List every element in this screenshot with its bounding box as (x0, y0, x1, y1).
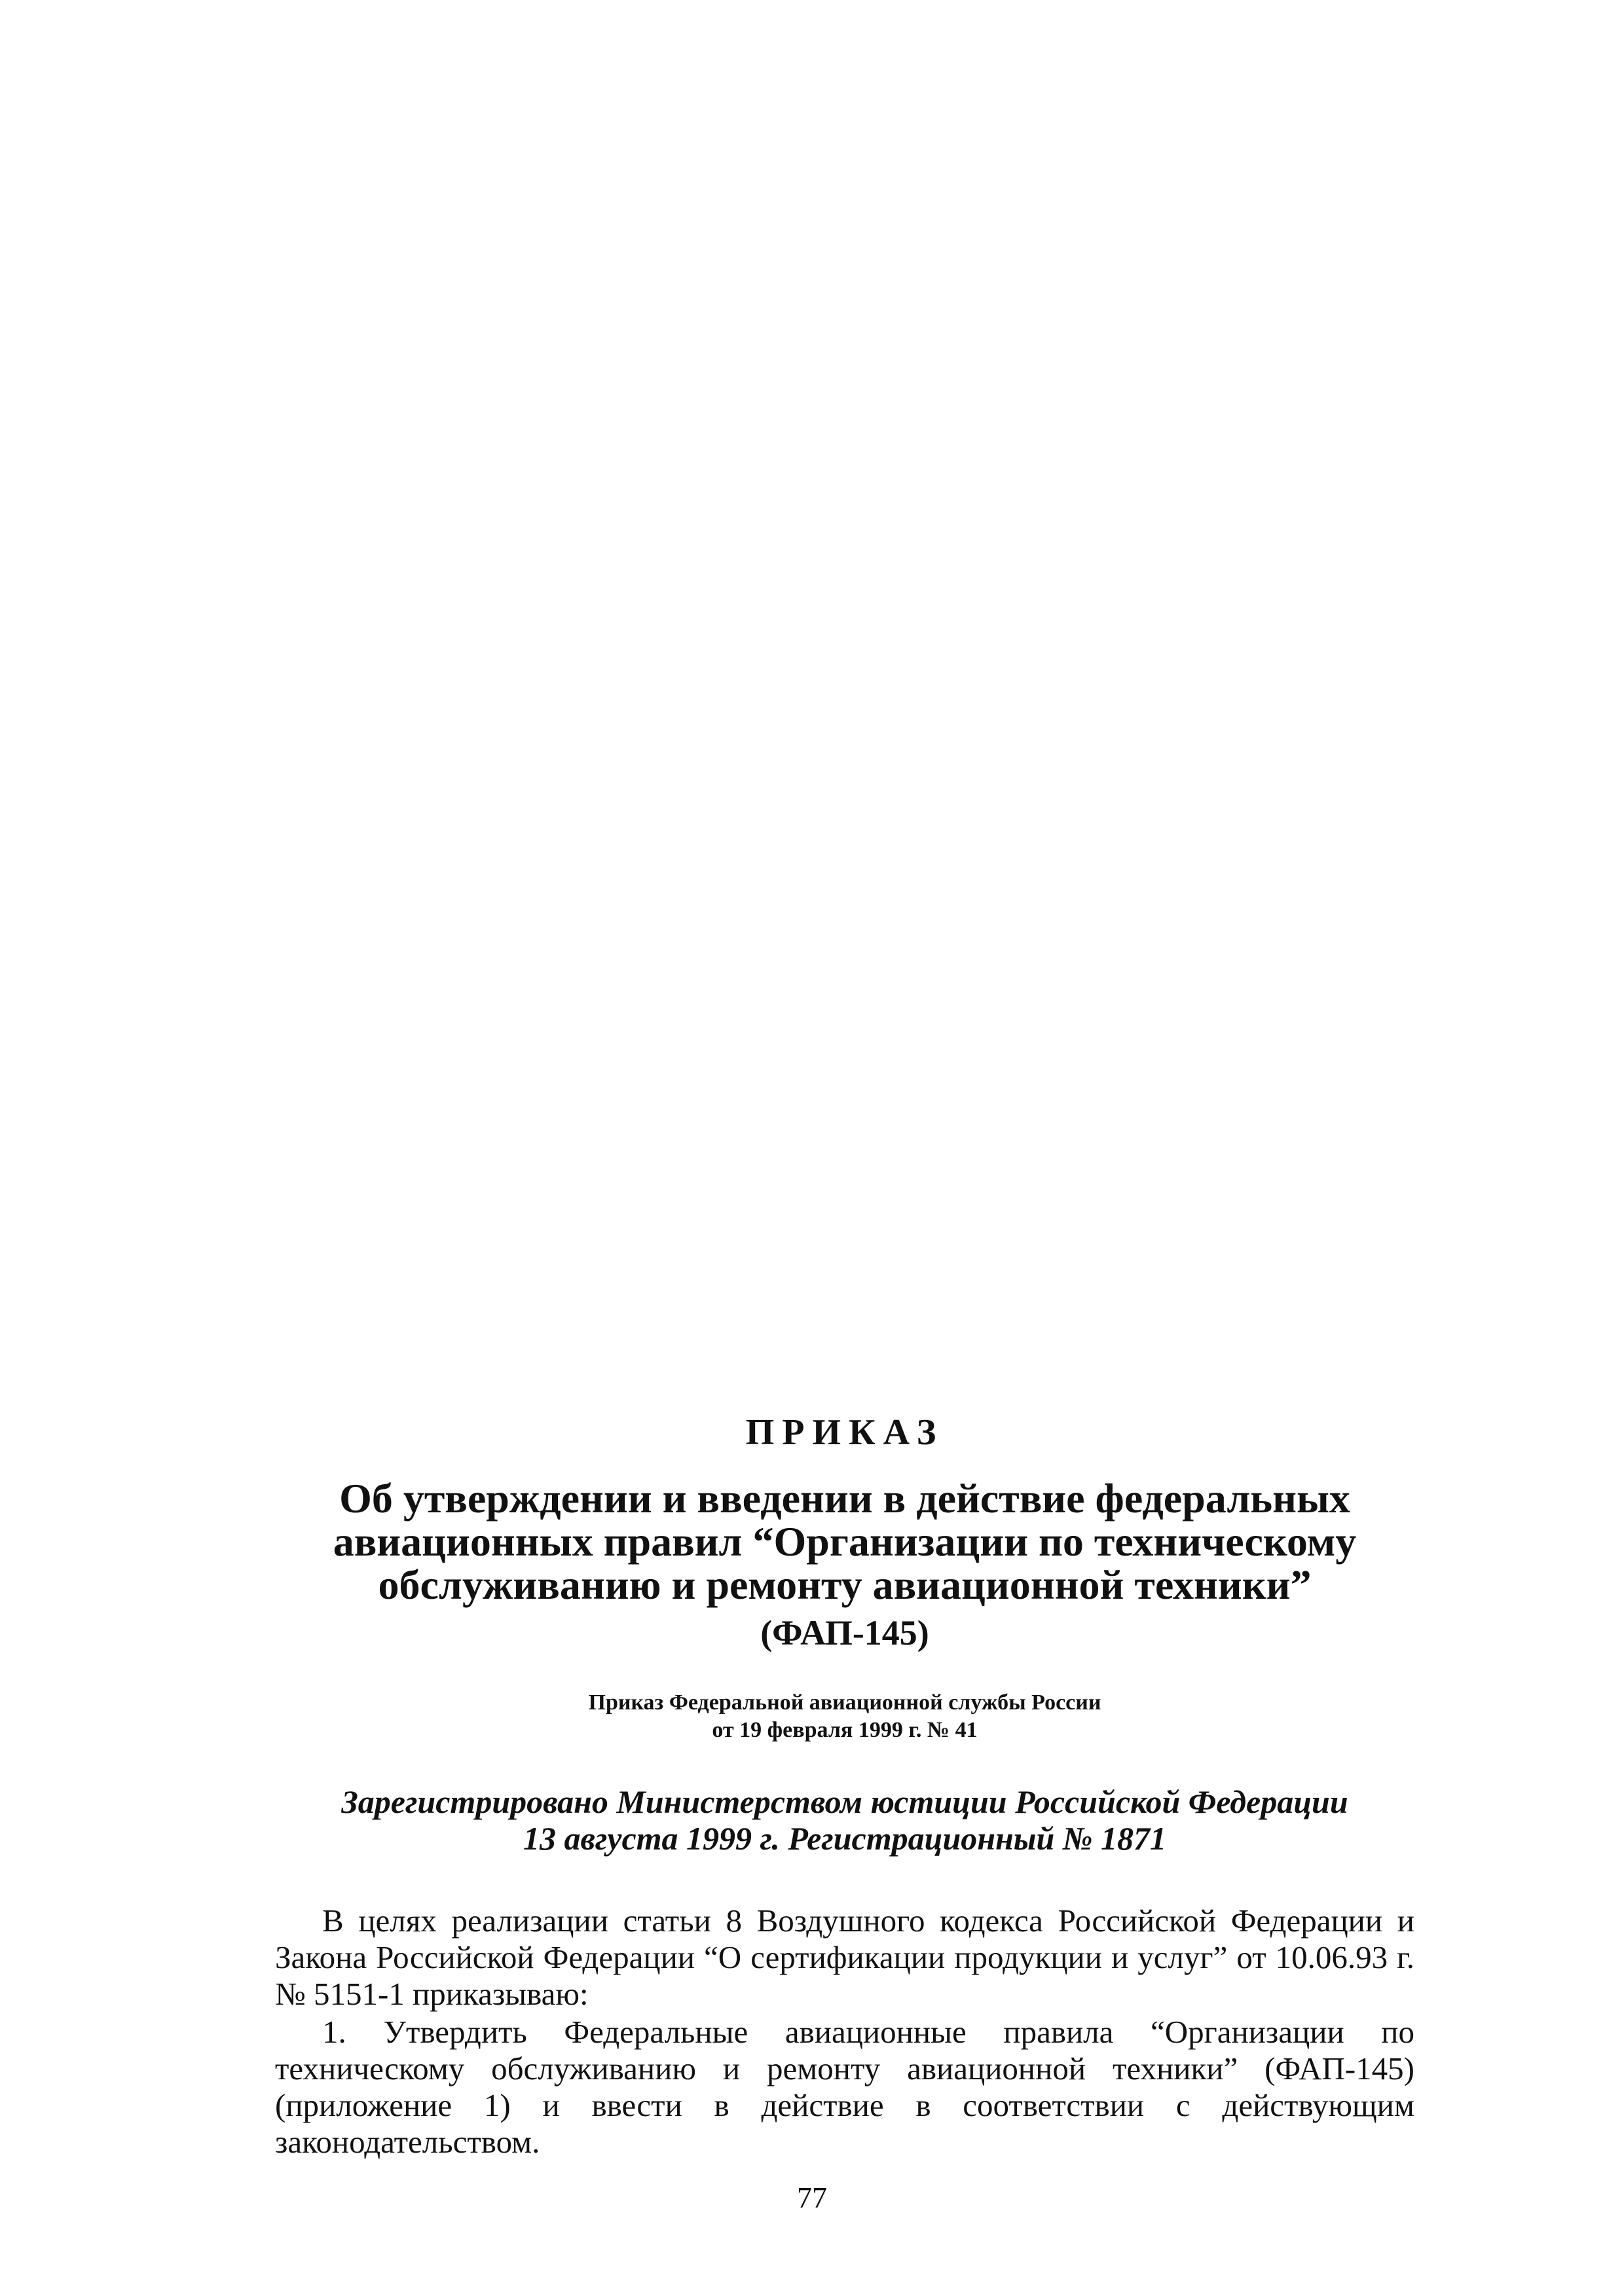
document-subtitle (275, 1477, 1414, 1607)
order-info-line: Приказ Федеральной авиационной службы России (588, 1690, 1101, 1715)
subtitle-line: обслуживанию и ремонту авиационной техники” (378, 1561, 1312, 1608)
document-code: (ФАП-145) (760, 1613, 929, 1652)
registration-note (275, 1783, 1414, 1857)
body-text (275, 1903, 1414, 2160)
paragraph: В целях реализации статьи 8 Воздушного кодекса Российской Федерации и Закона Российской Федерации “О сертификации продукции и услуг” от 10.06.93 г. № 5151-1 приказываю: (275, 1903, 1414, 2012)
registration-line: Зарегистрировано Министерством юстиции Российской Федерации (341, 1783, 1348, 1820)
document-title: ПРИКАЗ (745, 1412, 944, 1453)
registration-line: 13 августа 1999 г. Регистрационный № 1871 (523, 1820, 1167, 1857)
order-info-line: от 19 февраля 1999 г. № 41 (712, 1718, 978, 1742)
order-info (275, 1689, 1414, 1744)
document-content (275, 1414, 1414, 2162)
subtitle-line: авиационных правил “Организации по техническому (333, 1518, 1357, 1565)
paragraph: 1. Утвердить Федеральные авиационные правила “Организации по техническому обслуживанию и ремонту авиационной техники” (ФАП-145) (приложение 1) и ввести в действие в соответствии с действующим законодательством. (275, 2014, 1414, 2160)
subtitle-line: Об утверждении и введении в действие федеральных (339, 1475, 1350, 1522)
page-number: 77 (797, 2181, 827, 2214)
